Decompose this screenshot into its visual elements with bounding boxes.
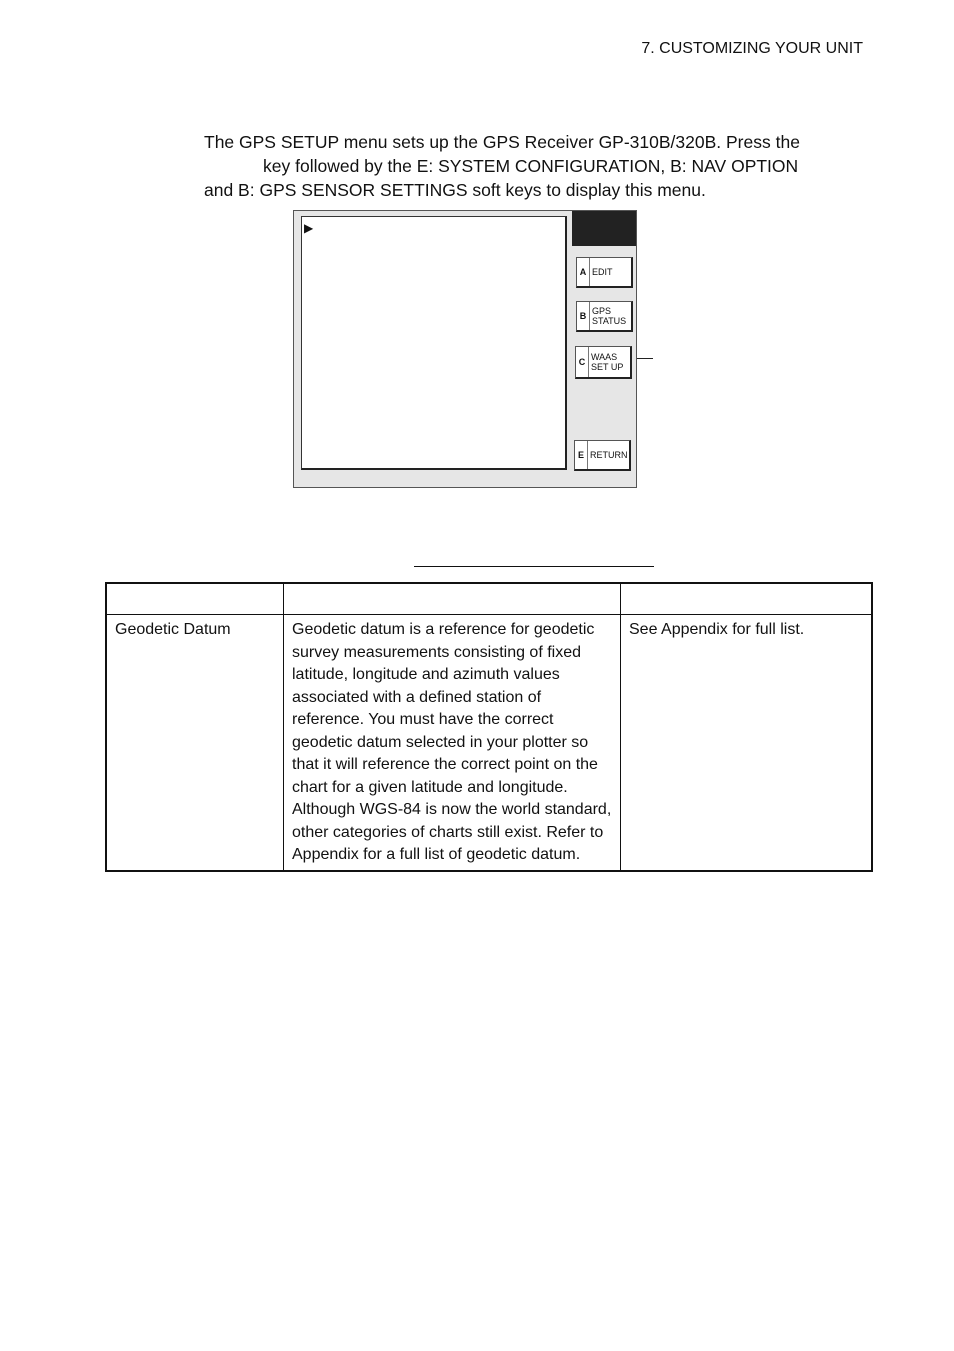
gps-setup-table: [105, 582, 873, 872]
description-cell: Geodetic datum is a reference for geodetic survey measurements consisting of fixed latitude, longitude and azimuth values associated with a defined station of reference. You must have the correct geodetic datum selected in your plotter so that it will reference the correct point on the chart for a given latitude and longitude. Although WGS-84 is now the world standard, other categories of charts still exist. Refer to Appendix for a full list of geodetic datum.: [284, 615, 621, 871]
page-header: 7. CUSTOMIZING YOUR UNIT: [641, 40, 863, 57]
softkey-label: EDIT: [592, 267, 613, 277]
table-header-cell: [621, 583, 873, 615]
intro-line-1: The GPS SETUP menu sets up the GPS Receiver GP-310B/320B. Press the: [204, 132, 800, 152]
options-cell: See Appendix for full list.: [621, 615, 873, 871]
table-header-cell: [284, 583, 621, 615]
intro-line-3: and B: GPS SENSOR SETTINGS soft keys to display this menu.: [204, 180, 706, 200]
title-bar: [572, 211, 636, 246]
softkey-waas-setup[interactable]: [575, 346, 632, 379]
menu-window: [301, 216, 567, 470]
softkey-letter: C: [576, 347, 589, 377]
table-title-underline: [414, 566, 654, 567]
callout-line: [637, 358, 653, 359]
softkey-letter: B: [577, 302, 590, 330]
softkey-return[interactable]: [574, 440, 631, 471]
gps-setup-screen: [293, 210, 637, 488]
softkey-letter: A: [577, 258, 590, 286]
intro-paragraph: [204, 130, 844, 202]
table-header-row: [106, 583, 872, 615]
table-header-cell: [106, 583, 284, 615]
softkey-label: WAAS SET UP: [591, 352, 624, 372]
cursor-arrow-icon: ▶: [304, 221, 314, 235]
item-cell: Geodetic Datum: [106, 615, 284, 871]
softkey-label: GPS STATUS: [592, 306, 627, 326]
softkey-label: RETURN: [590, 450, 628, 460]
table-row: [106, 615, 872, 871]
softkey-letter: E: [575, 441, 588, 469]
softkey-edit[interactable]: [576, 257, 633, 288]
intro-line-2: key followed by the E: SYSTEM CONFIGURATION, B: NAV OPTION: [263, 156, 799, 176]
softkey-gps-status[interactable]: [576, 301, 633, 332]
